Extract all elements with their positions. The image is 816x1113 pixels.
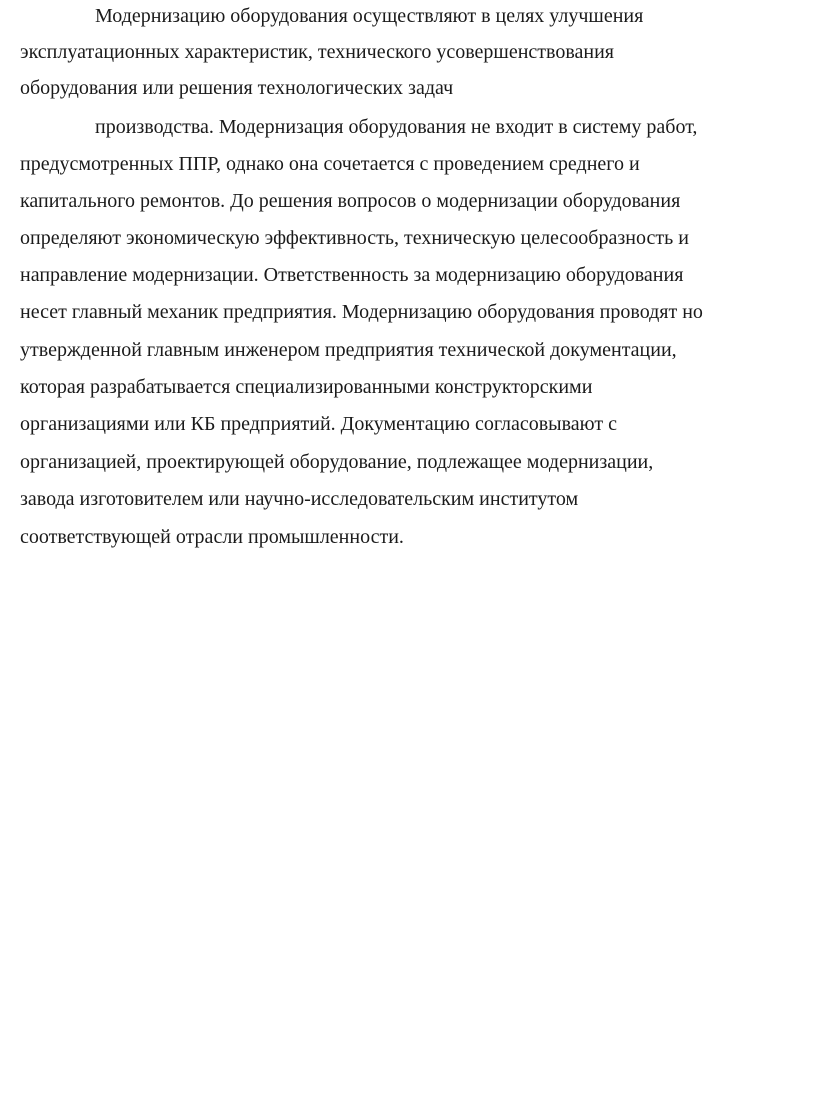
- text-line: несет главный механик предприятия. Модернизацию оборудования проводят но: [20, 301, 703, 323]
- text-line: Модернизацию оборудования осуществляют в целях улучшения: [95, 5, 644, 27]
- text-line: оборудования или решения технологических задач: [20, 77, 454, 99]
- text-line: соответствующей отрасли промышленности.: [20, 526, 404, 548]
- text-line: определяют экономическую эффективность, техническую целесообразность и: [20, 227, 689, 249]
- text-line: завода изготовителем или научно-исследовательским институтом: [20, 488, 579, 510]
- text-line: направление модернизации. Ответственность за модернизацию оборудования: [20, 264, 684, 286]
- text-line: предусмотренных ППР, однако она сочетается с проведением среднего и: [20, 153, 640, 175]
- text-line: которая разрабатывается специализированными конструкторскими: [20, 376, 593, 398]
- text-line: организацией, проектирующей оборудование, подлежащее модернизации,: [20, 451, 654, 473]
- text-line: утвержденной главным инженером предприятия технической документации,: [20, 339, 677, 361]
- text-line: организациями или КБ предприятий. Документацию согласовывают с: [20, 413, 617, 435]
- text-line: производства. Модернизация оборудования не входит в систему работ,: [95, 116, 698, 138]
- text-line: эксплуатационных характеристик, технического усовершенствования: [20, 41, 614, 63]
- text-line: капитального ремонтов. До решения вопросов о модернизации оборудования: [20, 190, 681, 212]
